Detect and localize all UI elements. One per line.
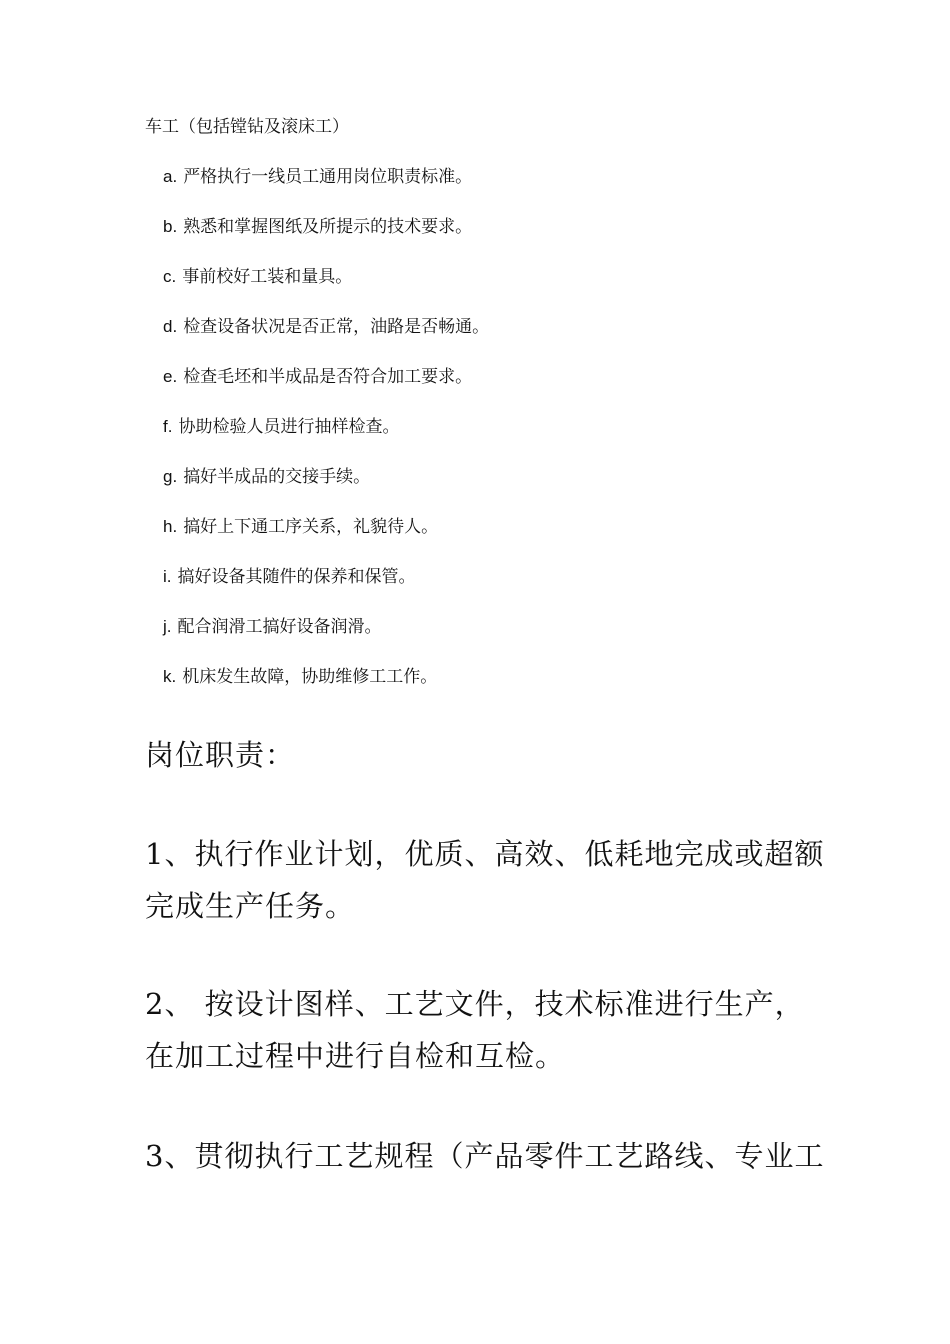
list-item-text: 搞好半成品的交接手续。 — [183, 467, 371, 487]
list-item-text: 检查设备状况是否正常，油路是否畅通。 — [183, 317, 490, 337]
list-item — [163, 566, 489, 616]
list-item-text: 机床发生故障，协助维修工工作。 — [182, 667, 438, 687]
responsibility-paragraph: 1、执行作业计划，优质、高效、低耗地完成或超额完成生产任务。 — [145, 837, 825, 923]
list-item — [163, 516, 489, 566]
list-marker: i. — [163, 567, 172, 586]
section-heading: 岗位职责： — [145, 738, 296, 772]
duty-list — [163, 166, 489, 716]
list-item-text: 搞好设备其随件的保养和保管。 — [177, 567, 416, 587]
list-marker: f. — [163, 417, 173, 436]
list-marker: d. — [163, 317, 178, 336]
responsibility-paragraph: 3、贯彻执行工艺规程（产品零件工艺路线、专业工 — [145, 1139, 825, 1173]
list-marker: h. — [163, 517, 178, 536]
list-marker: k. — [163, 667, 177, 686]
list-marker: c. — [163, 267, 177, 286]
document-title: 车工（包括镗钻及滚床工） — [145, 117, 349, 137]
list-item-text: 协助检验人员进行抽样检查。 — [178, 417, 400, 437]
list-marker: j. — [163, 617, 172, 636]
list-item — [163, 666, 489, 716]
list-item — [163, 316, 489, 366]
list-item — [163, 216, 489, 266]
list-item — [163, 366, 489, 416]
list-item-text: 事前校好工装和量具。 — [182, 267, 353, 287]
list-item-text: 严格执行一线员工通用岗位职责标准。 — [183, 167, 473, 187]
list-item — [163, 466, 489, 516]
responsibility-paragraph: 2、 按设计图样、工艺文件，技术标准进行生产，在加工过程中进行自检和互检。 — [145, 987, 805, 1073]
list-item-text: 配合润滑工搞好设备润滑。 — [177, 617, 382, 637]
list-item-text: 检查毛坯和半成品是否符合加工要求。 — [183, 367, 473, 387]
list-item-text: 熟悉和掌握图纸及所提示的技术要求。 — [183, 217, 473, 237]
list-item — [163, 416, 489, 466]
list-marker: a. — [163, 167, 178, 186]
list-item — [163, 166, 489, 216]
list-marker: b. — [163, 217, 178, 236]
list-item-text: 搞好上下通工序关系，礼貌待人。 — [183, 517, 439, 537]
list-item — [163, 616, 489, 666]
list-marker: g. — [163, 467, 178, 486]
list-item — [163, 266, 489, 316]
list-marker: e. — [163, 367, 178, 386]
